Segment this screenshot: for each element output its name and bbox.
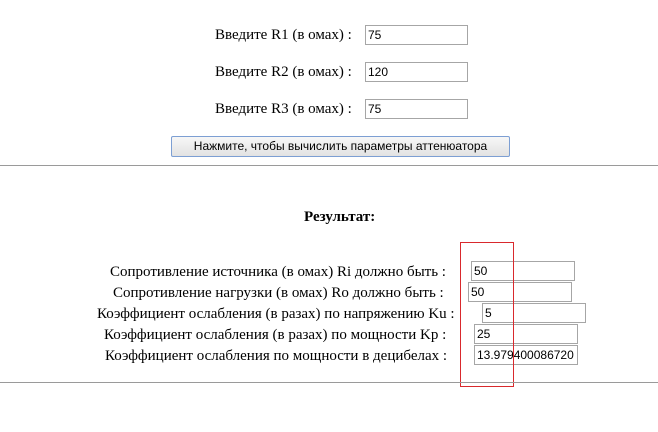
r3-label: Введите R3 (в омах) :: [215, 101, 352, 117]
voltage-attenuation-field[interactable]: 5: [482, 303, 586, 323]
highlight-box: [460, 242, 514, 387]
r1-input[interactable]: 75: [365, 25, 468, 45]
power-attenuation-field[interactable]: 25: [474, 324, 578, 344]
result-title: Результат:: [304, 209, 376, 225]
source-resistance-field[interactable]: 50: [471, 261, 575, 281]
r2-label: Введите R2 (в омах) :: [215, 64, 352, 80]
voltage-attenuation-label: Коэффициент ослабления (в разах) по напряжению Ku :: [97, 306, 455, 322]
bottom-divider: [0, 382, 658, 383]
power-attenuation-db-field[interactable]: 13.979400086720: [474, 345, 578, 365]
r1-label: Введите R1 (в омах) :: [215, 27, 352, 43]
top-divider: [0, 165, 658, 166]
r3-input[interactable]: 75: [365, 99, 468, 119]
r2-input[interactable]: 120: [365, 62, 468, 82]
load-resistance-field[interactable]: 50: [468, 282, 572, 302]
calculate-button[interactable]: Нажмите, чтобы вычислить параметры аттенюатора: [171, 136, 510, 157]
load-resistance-label: Сопротивление нагрузки (в омах) Ro должно быть :: [113, 285, 444, 301]
power-attenuation-db-label: Коэффициент ослабления по мощности в децибелах :: [105, 348, 448, 364]
power-attenuation-label: Коэффициент ослабления (в разах) по мощности Kp :: [104, 327, 447, 343]
source-resistance-label: Сопротивление источника (в омах) Ri должно быть :: [110, 264, 446, 280]
